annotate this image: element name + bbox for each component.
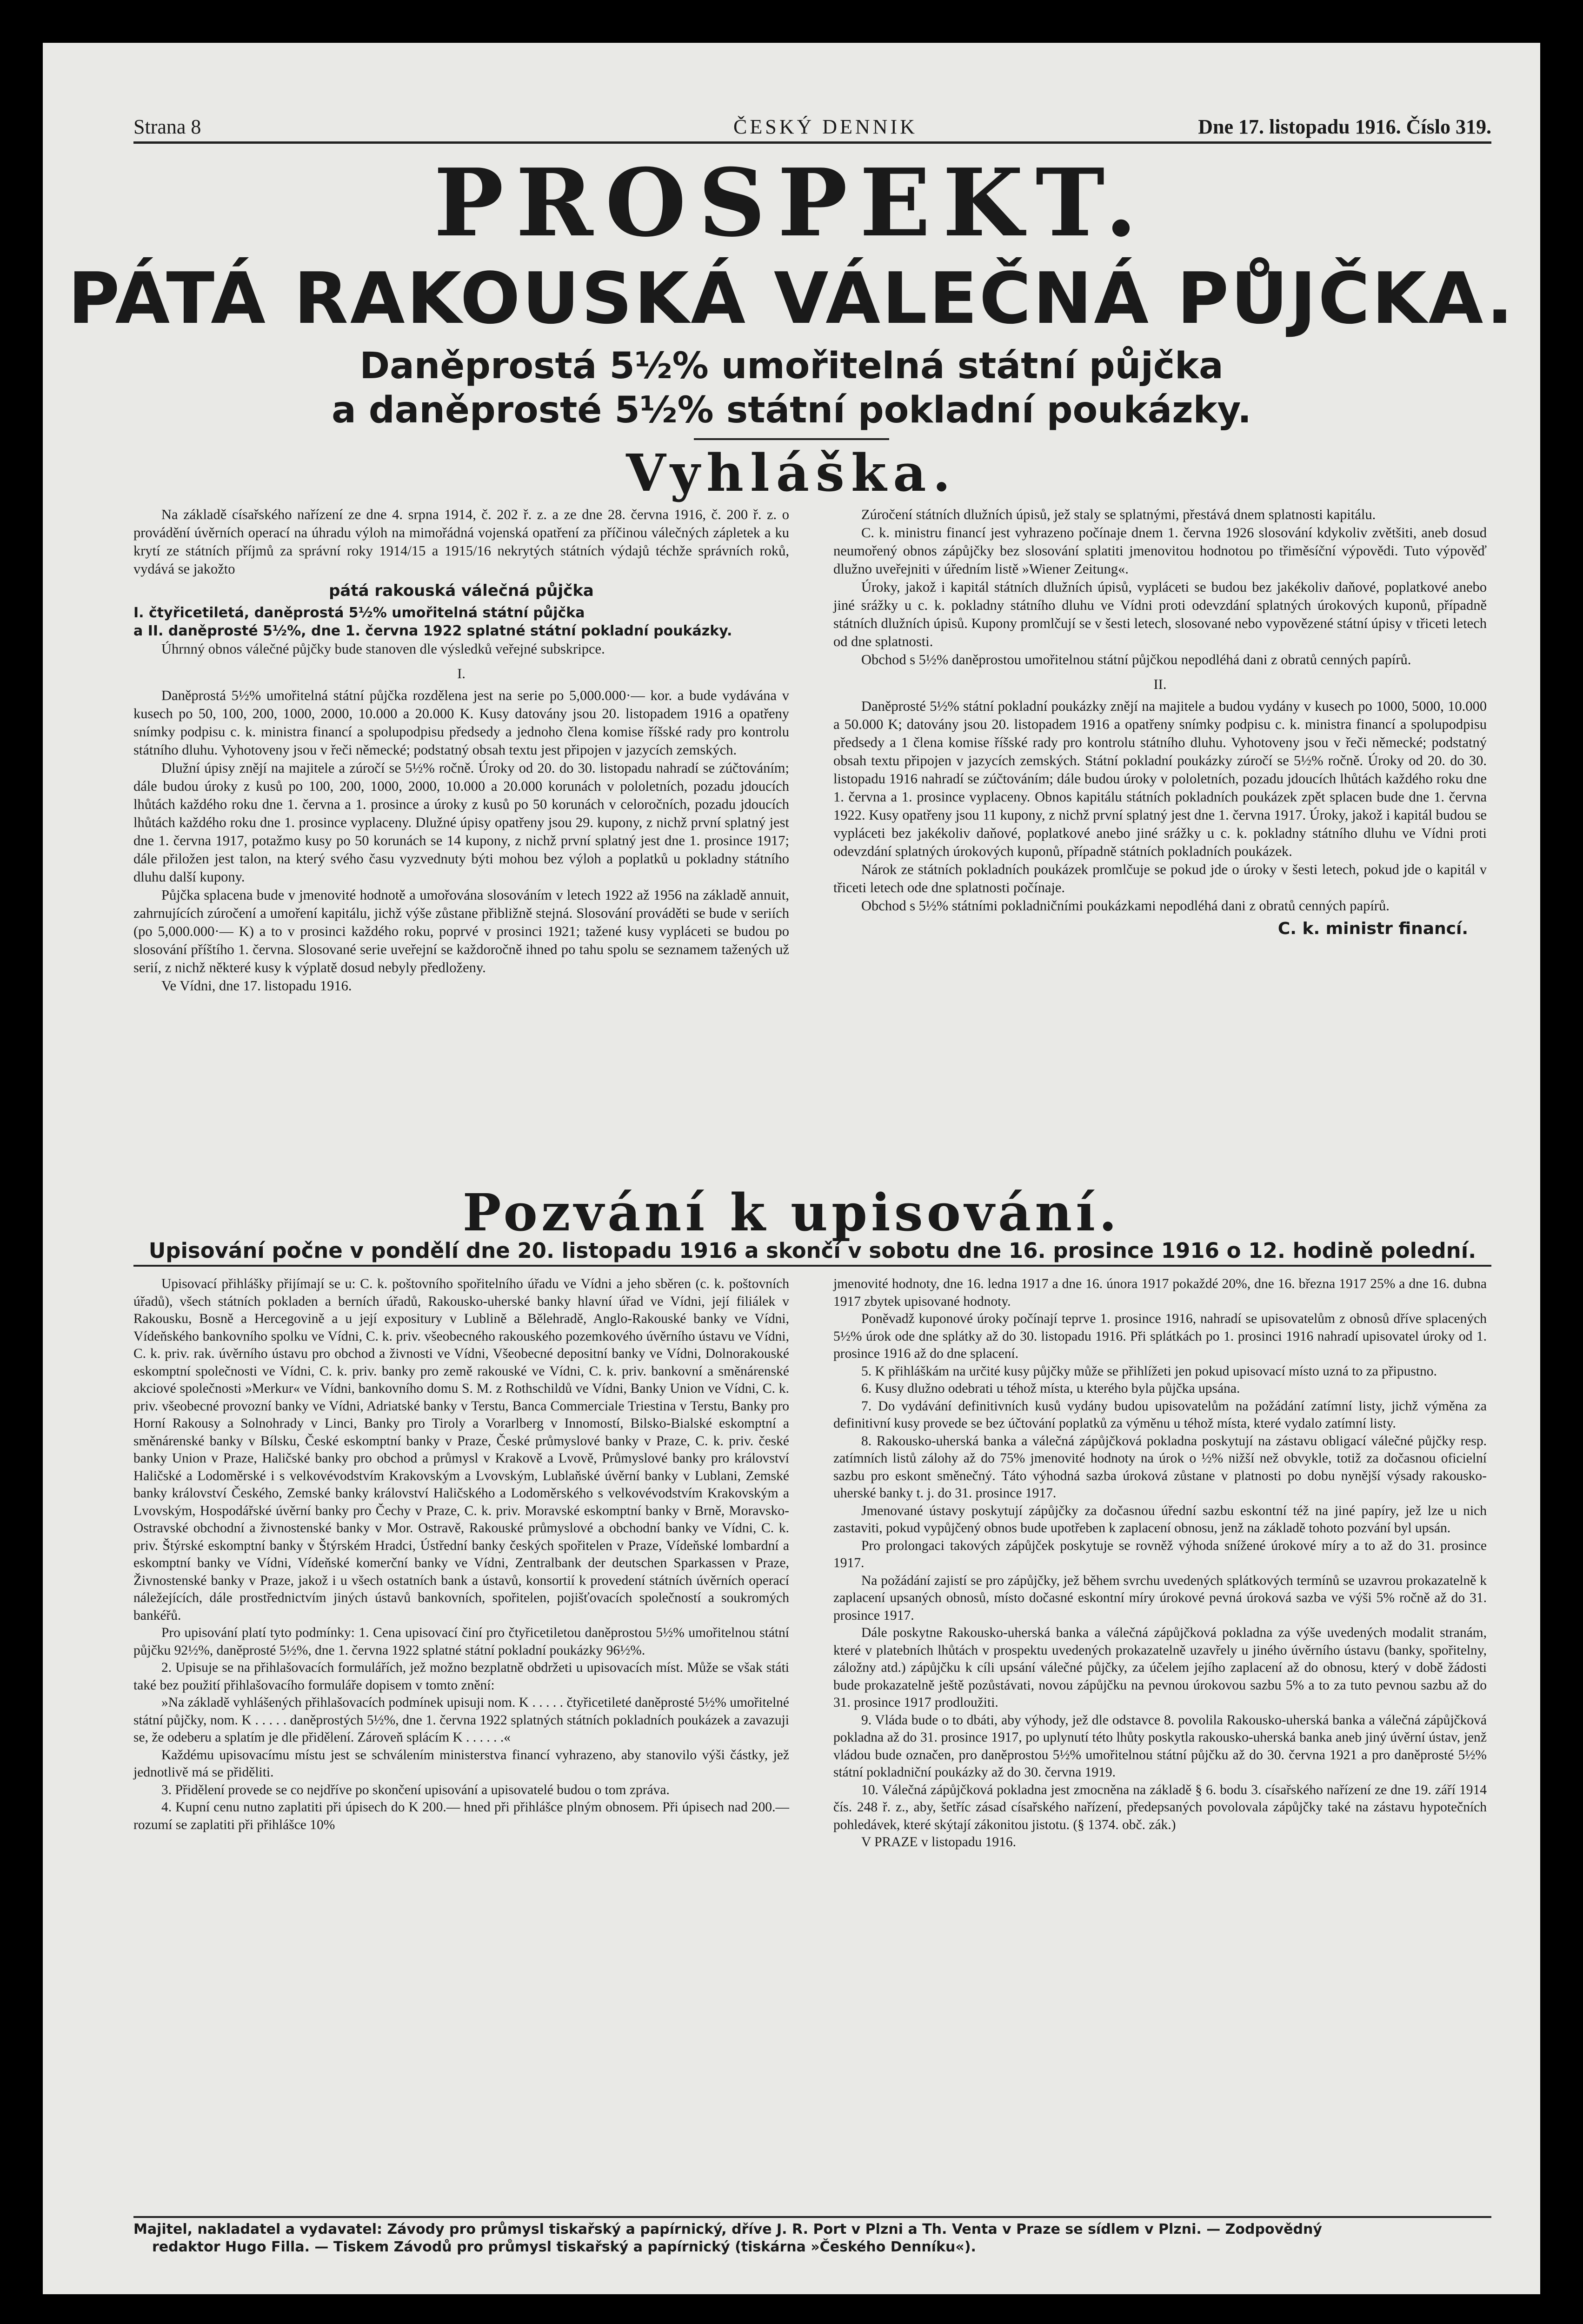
page-number: Strana 8 xyxy=(133,115,201,138)
paragraph: Půjčka splacena bude v jmenovité hodnotě a umořována slosováním v letech 1922 až 1956 na základě annuit, zahrnujících zúročení a umoření kapitálu, jichž výše zůstane přibližně stejná. Slosování prováděti se bude v seriích (po 5,000.000·— K) a to v prosinci každého roku, poprvé v prosinci 1921; tažené kusy vypláceti se budou po slosování příštího 1. června. Slosované serie uveřejní se každoročně ihned po tahu spolu se seznamem tažených už serií, z nichž některé kusy k výplatě dosud nebyly předloženy. xyxy=(133,887,789,975)
subheading-bills: a daněprosté 5½% státní pokladní poukázky. xyxy=(332,389,1251,431)
paragraph: 10. Válečná zápůjčková pokladna jest zmocněna na základě § 6. bodu 3. císařského nařízení ze dne 19. září 1914 čís. 248 ř. z., aby, šetříc zásad císařského nařízení, předepsaných povolovala zápůjčky také na zástavu hypotečních pohledávek, které skýtají zákonitou jistotu. (§ 1374. obč. zák.) xyxy=(833,1782,1487,1832)
paragraph: Každému upisovacímu místu jest se schválením ministerstva financí vyhrazeno, aby stanovilo výši částky, jež jednotlivě má se přiděliti. xyxy=(133,1747,789,1780)
subscription-period: Upisování počne v pondělí dne 20. listopadu 1916 a skončí v sobotu dne 16. prosince 1916 o 12. hodině polední. xyxy=(133,1238,1491,1267)
loan-name: pátá rakouská válečná půjčka xyxy=(329,581,594,600)
place-date: V PRAZE v listopadu 1916. xyxy=(861,1835,1016,1850)
paragraph: Pro prolongaci takových zápůjček poskytuje se rovněž výhoda snížené úrokové míry a to až do 31. prosince 1917. xyxy=(833,1538,1487,1570)
item-2: a II. daněprosté 5½%, dne 1. června 1922 splatné státní pokladní poukázky. xyxy=(133,623,732,639)
lower-left-column xyxy=(133,1276,789,1834)
paragraph: 3. Přidělení provede se co nejdříve po skončení upisování a upisovatelé budou o tom zpráva. xyxy=(161,1782,670,1797)
paragraph: Upisovací přihlášky přijímají se u: C. k. poštovního spořitelního úřadu ve Vídni a jeho sběren (c. k. poštovních úřadů), všech státních pokladen a berních úřadů, Rakousko-uherské banky hlavní úřad ve Vídni, její filiálek v Rakousku, Bosně a Hercegovině a u její expositury v Lublině a Bělehradě, Anglo-Rakouské banky ve Vídni, Vídeňského bankovního spolku ve Vídni, C. k. priv. všeobecného rakouského pozemkového úvěrního ústavu ve Vídni, C. k. priv. rak. úvěrního ústavu pro obchod a živnosti ve Vídni, Všeobecné depositní banky ve Vídni, Dolnorakouské eskomptní společnosti ve Vídni, C. k. priv. banky pro země rakouské ve Vídni, C. k. priv. bankovní a směnárenské akciové společnosti »Merkur« ve Vídni, bankovního domu S. M. z Rothschildů ve Vídni, Banky Union ve Vídni, C. k. priv. všeobecné provozní banky ve Vídni, Adriatské banky v Terstu, Banca Commerciale Triestina v Terstu, Banky pro Horní Rakousy a Solnohrady v Linci, Banky pro Tiroly a Vorarlberg v Innomostí, Bilsko-Bialské eskomptní a směnárenské banky v Bílsku, České eskomptní banky v Praze, České průmyslové banky v Praze, C. k. priv. české banky Union v Praze, Haličské banky pro obchod a průmysl v Krakově a Lvově, Průmyslové banky pro království Haličské a Lodoměrské i s velkovévodstvím Krakovským a Lvovským, Lublaňské úvěrní banky v Lublani, Zemské banky království Českého, Zemské banky království Haličského a Lodoměrského s velkovévodstvím Krakovským a Lvovským, Hospodářské úvěrní banky pro Čechy v Praze, C. k. priv. Moravské eskomptní banky v Brně, Moravsko-Ostravské obchodní a živnostenské banky v Mor. Ostravě, Rakouské průmyslové a obchodní banky ve Vídni, C. k. priv. Štýrské eskomptní banky v Štýrském Hradci, Ústřední banky českých spořitelen v Praze, Vídeňské lombardní a eskomptní banky ve Vídni, Vídeňské komerční banky ve Vídni, Zentralbank der deutschen Sparkassen v Praze, Živnostenské banky v Praze, jakož i u všech ostatních bank a ústavů, konsortií k provedení státních úvěrních operací náležejících, dále prostřednictvím jiných ústavů bankovních, spořitelen, pojišťovacích společností a soukromých bankéřů. xyxy=(133,1276,789,1623)
paragraph: Dále poskytne Rakousko-uherská banka a válečná zápůjčková pokladna za výše uvedených modalit stranám, které v platebních lhůtách v prospektu uvedených prokazatelně uzavřely u jiného úvěrního ústavu (banky, spořitelny, záložny atd.) zápůjčku k cíli upsání válečné půjčky, za účelem jejího zaplacení až do obnosu, který v době žádosti bude prokazatelně ještě pozůstávati, novou zápůjčku na pevnou úrokovou sazbu 5% a to za tuto pevnou sazbu až do 31. prosince 1917 prodloužiti. xyxy=(833,1625,1487,1710)
paragraph: Daněprostá 5½% umořitelná státní půjčka rozdělena jest na serie po 5,000.000·— kor. a bude vydávána v kusech po 50, 100, 200, 1000, 2000, 10.000 a 20.000 K. Kusy datovány jsou 20. listopadem 1916 a opatřeny snímky podpisu c. k. ministra financí a spolupodpisu předsedy a jednoho člena komise říšské rady pro kontrolu státního dluhu. Vyhotoveny jsou v řeči německé; podstatný obsah textu jest připojen v jazycích zemských. xyxy=(133,688,789,758)
pozvani-heading: Pozvání k upisování. xyxy=(462,1182,1121,1242)
paragraph: Zúročení státních dlužních úpisů, jež staly se splatnými, přestává dnem splatnosti kapitálu. xyxy=(861,507,1376,522)
paragraph: jmenovité hodnoty, dne 16. ledna 1917 a dne 16. února 1917 pokaždé 20%, dne 16. března 1917 25% a dne 16. dubna 1917 zbytek upisované hodnoty. xyxy=(833,1276,1487,1309)
paragraph: 7. Do vydávání definitivních kusů vydány budou upisovatelům na požádání zatímní listy, jichž výměna za definitivní kusy provede se bez účtování poplatků za výměnu u téhož místa, které vydalo zatímní listy. xyxy=(833,1398,1487,1431)
intro-paragraph: Na základě císařského nařízení ze dne 4. srpna 1914, č. 202 ř. z. a ze dne 28. června 1916, č. 200 ř. z. o provádění úvěrních operací na úhradu výloh na mimořádná vojenská opatření za příčinou válečných zápletek a ku krytí ze státních příjmů za správní roky 1914/15 a 1915/16 nekrytých státních výdajů téchže správních roků, vydává se jakožto xyxy=(133,507,789,577)
section-heading-2: II. xyxy=(1153,676,1167,692)
loan-heading: PÁTÁ RAKOUSKÁ VÁLEČNÁ PŮJČKA. xyxy=(68,257,1515,340)
vyhlaska-heading: Vyhláška. xyxy=(626,443,957,503)
item-1: I. čtyřicetiletá, daněprostá 5½% umořitelná státní půjčka xyxy=(133,605,585,621)
newspaper-page xyxy=(43,43,1540,2294)
paragraph: Pro upisování platí tyto podmínky: 1. Cena upisovací činí pro čtyřicetiletou daněprostou 5½% umořitelnou státní půjčku 92½%, daněprosté 5½%, dne 1. června 1922 splatné státní pokladní poukázky 96½%. xyxy=(133,1625,789,1658)
imprint xyxy=(133,2216,1491,2256)
imprint-line: Majitel, nakladatel a vydavatel: Závody pro průmysl tiskařský a papírnický, dříve J. R. Port v Plzni a Th. Venta v Praze se sídlem v Plzni. — Zodpovědný xyxy=(133,2221,1322,2237)
total-paragraph: Úhrnný obnos válečné půjčky bude stanoven dle výsledků veřejné subskripce. xyxy=(161,641,605,657)
paragraph: Daněprosté 5½% státní pokladní poukázky znějí na majitele a budou vydány v kusech po 1000, 5000, 10.000 a 50.000 K; datovány jsou 20. listopadem 1916 a opatřeny snímky podpisu c. k. ministra financí a spolupodpisu předsedy a 1 člena komise říšské rady pro kontrolu státního dluhu. Vyhotoveny jsou v řeči německé; podstatný obsah textu připojen v jazycích zemských. Státní pokladní poukázky zúročí se 5½% ročně. Úroky od 20. do 30. listopadu 1916 nahradí se zúčtováním; dále budou úroky v pololetních, pozadu jdoucích lhůtách každého roku dne 1. června a 1. prosince vyplaceny. Obnos kapitálu státních pokladních poukázek zpět splacen bude dne 1. června 1922. Kusy opatřeny jsou 11 kupony, z nichž první splatný jest dne 1. června 1917. Úroky, jakož i kapitál budou se vypláceti bez jakékoliv daňové, poplatkové anebo jiné srážky u c. k. pokladny státního dluhu ve Vídni proti odevzdání splatných úrokových kuponů, případně státních pokladních poukázek. xyxy=(833,698,1487,859)
subheading-loan: Daněprostá 5½% umořitelná státní půjčka xyxy=(359,345,1224,387)
paragraph: Jmenované ústavy poskytují zápůjčky za dočasnou úřední sazbu eskontní též na jiné papíry, jež lze u nich zastaviti, pokud vypůjčený obnos bude upotřeben k zaplacení obnosu, jenž na základě tohoto pozvání byl upsán. xyxy=(833,1503,1487,1536)
right-column xyxy=(833,506,1487,938)
paragraph: Obchod s 5½% státními pokladničními poukázkami nepodléhá dani z obratů cenných papírů. xyxy=(861,898,1390,914)
paragraph: C. k. ministru financí jest vyhrazeno počínaje dnem 1. června 1926 slosování kdykoliv zvětšiti, aneb dosud neumořený obnos zápůjčky bez slosování splatiti jmenovitou hodnotou po třiměsíční výpovědi. Tuto výpověď dlužno uveřejniti v úředním listě »Wiener Zeitung«. xyxy=(833,525,1487,577)
paragraph: Dlužní úpisy znějí na majitele a zúročí se 5½% ročně. Úroky od 20. do 30. listopadu nahradí se zúčtováním; dále budou úroky z kusů po 100, 200, 1000, 2000, 10.000 a 20.000 korunách v pololetních, pozadu jdoucích lhůtách každého roku dne 1. června a 1. prosince a úroky z kusů po 50 korunách v celoročních, pozadu jdoucích lhůtách každého roku dne 1. prosince vyplaceny. Dlužné úpisy opatřeny jsou 29. kupony, z nichž první splatný jest dne 1. června 1917, potažmo kusy po 50 korunách se 14 kupony, z nichž první splatný jest dne 1. prosince 1917; dále přiložen jest talon, na který svého času vyzvednuty býti mohou bez výloh a poplatků u pokladny státního dluhu další kupony. xyxy=(133,760,789,885)
paragraph: Úroky, jakož i kapitál státních dlužních úpisů, vypláceti se budou bez jakékoliv daňové, poplatkové anebo jiné srážky u c. k. pokladny státního dluhu ve Vídni proti odevzdání splatných úrokových kuponů, případně státních dlužních úpisů. Kupony promlčují se v šesti letech, slosované nebo vypovězené státní úpisy v třiceti letech od dne splatnosti. xyxy=(833,579,1487,649)
paragraph: 2. Upisuje se na přihlašovacích formulářích, jež možno bezplatně obdržeti u upisovacích míst. Může se však státi také bez použití přihlašovacího formuláře dopisem v tomto znění: xyxy=(133,1660,789,1693)
newspaper-name: ČESKÝ DENNIK xyxy=(733,115,918,138)
signature: C. k. ministr financí. xyxy=(1277,919,1468,938)
paragraph: Na požádání zajistí se pro zápůjčky, jež během svrchu uvedených splátkových termínů se uzavrou prokazatelně k zaplacení upsaných obnosů, místo dočasné eskontní míry úrokové pevná úroková sazba ve výši 5% ročně až do 31. prosince 1917. xyxy=(833,1573,1487,1623)
paragraph: Nárok ze státních pokladních poukázek promlčuje se pokud jde o úroky v šesti letech, pokud jde o kapitál v třiceti letech ode dne splatnosti počínaje. xyxy=(833,861,1487,895)
paragraph: Obchod s 5½% daněprostou umořitelnou státní půjčkou nepodléhá dani z obratů cenných papírů. xyxy=(861,652,1411,668)
paragraph: »Na základě vyhlášených přihlašovacích podmínek upisuji nom. K . . . . . čtyřicetileté daněprosté 5½% umořitelné státní půjčky, nom. K . . . . . daněprostých 5½%, dne 1. června 1922 splatných státních pokladních poukázek a zavazuji se, že odeberu a splatím je dle přidělení. Zároveň splácím K . . . . . .« xyxy=(133,1695,789,1745)
left-column xyxy=(133,506,789,995)
place-date: Ve Vídni, dne 17. listopadu 1916. xyxy=(161,978,352,994)
imprint-line: redaktor Hugo Filla. — Tiskem Závodů pro průmysl tiskařský a papírnický (tiskárna »Českého Denníku«). xyxy=(152,2239,976,2255)
paragraph: 8. Rakousko-uherská banka a válečná zápůjčková pokladna poskytují na zástavu obligací válečné půjčky resp. zatímních listů zálohy až do 75% jmenovité hodnoty na úrok o ½% nižší než obvykle, totiž za dočasnou oficielní sazbu pro eskont směnečný. Táto výhodná sazba úroková zůstane v platnosti po dobu nynější výsady rakousko-uherské banky t. j. do 31. prosince 1917. xyxy=(833,1433,1487,1501)
prospekt-heading: PROSPEKT. xyxy=(433,148,1150,258)
paragraph: 6. Kusy dlužno odebrati u téhož místa, u kterého byla půjčka upsána. xyxy=(861,1381,1240,1396)
lower-right-column xyxy=(833,1276,1487,1851)
paragraph: Poněvadž kuponové úroky počínají teprve 1. prosince 1916, nahradí se upisovatelům z obnosů dříve splacených 5½% úrok ode dne splátky až do 30. listopadu 1916. Při splátkách po 1. prosinci 1916 nahradí upisovatel úroky od 1. prosince 1916 až do dne splacení. xyxy=(833,1311,1487,1361)
paragraph: 9. Vláda bude o to dbáti, aby výhody, jež dle odstavce 8. povolila Rakousko-uherská banka a válečná zápůjčková pokladna až do 31. prosince 1917, po uplynutí této lhůty poskytla rakousko-uherská banka aneb jiný úvěrní ústav, jenž vládou bude označen, pro daněprostou 5½% umořitelnou státní půjčku až do 30. června 1921 a pro daněprosté 5½% státní pokladniční poukázky až do 30. června 1919. xyxy=(833,1712,1487,1780)
section-heading-1: I. xyxy=(457,666,466,681)
issue-date: Dne 17. listopadu 1916. Číslo 319. xyxy=(1198,115,1491,138)
paragraph: 5. K přihláškám na určité kusy půjčky může se přihlížeti jen pokud upisovací místo uzná to za připustno. xyxy=(861,1363,1437,1379)
paragraph: 4. Kupní cenu nutno zaplatiti při úpisech do K 200.— hned při přihlášce plným obnosem. Při úpisech nad 200.— rozumí se zaplatiti při přihlášce 10% xyxy=(133,1800,789,1832)
page-header xyxy=(133,113,1491,144)
